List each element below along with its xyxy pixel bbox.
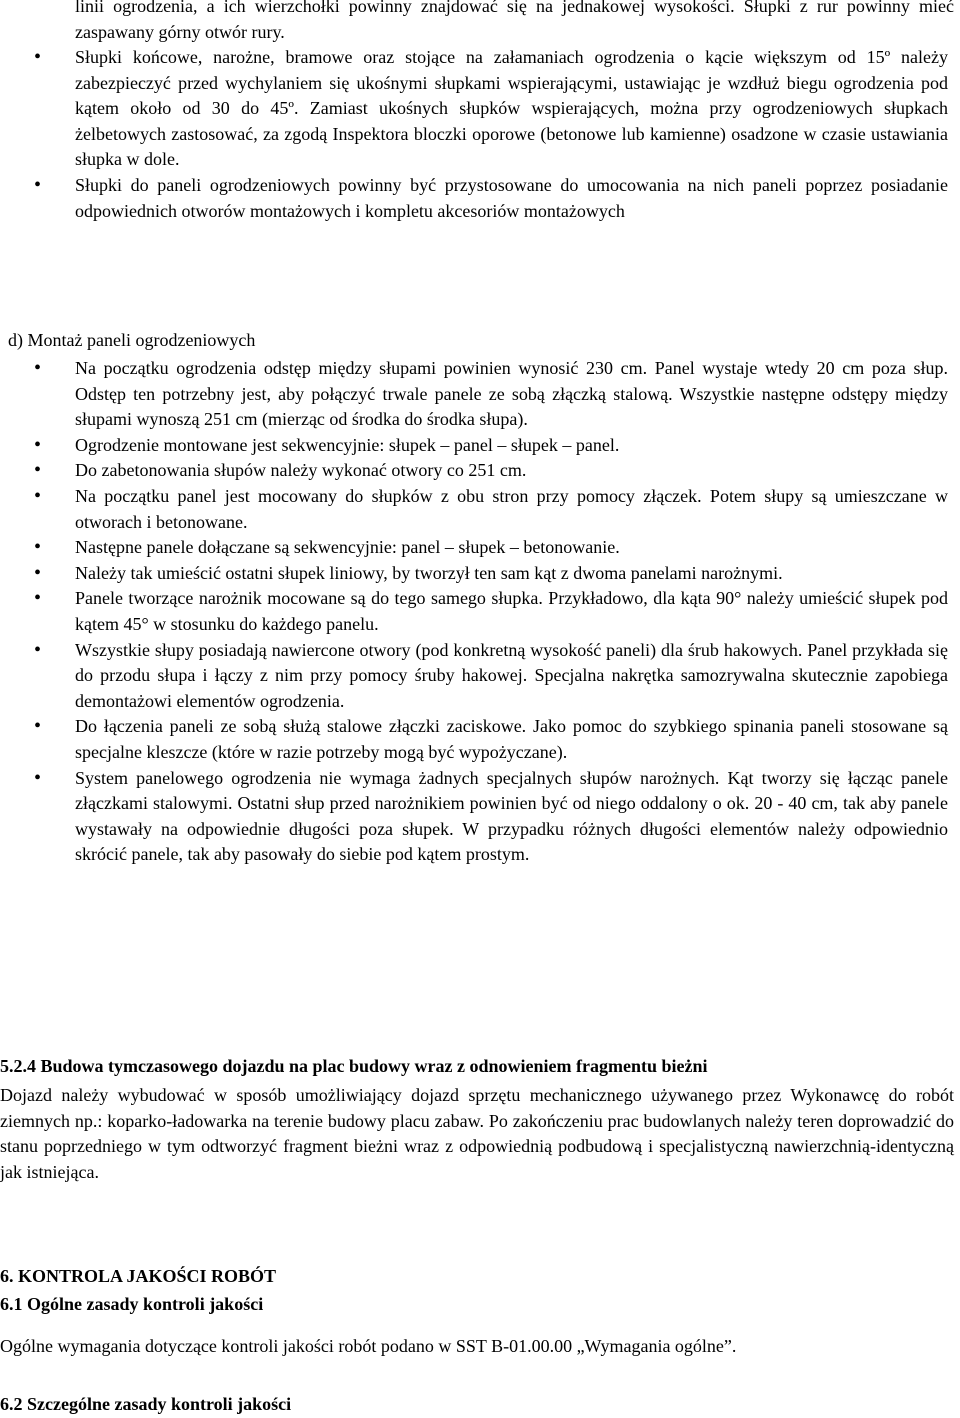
list-item: • Następne panele dołączane są sekwencyjnie: panel – słupek – betonowanie. bbox=[0, 535, 954, 561]
list-item: • Słupki do paneli ogrodzeniowych powinny być przystosowane do umocowania na nich paneli poprzez posiadanie odpowiednich otworów montażowych i kompletu akcesoriów montażowych bbox=[0, 173, 954, 224]
fence-posts-list bbox=[0, 45, 954, 224]
top-continuation-text: linii ogrodzenia, a ich wierzchołki powinny znajdować się na jednakowej wysokości. Słupki z rur powinny mieć zaspawany górny otwór rury. bbox=[75, 0, 954, 42]
list-item: • Na początku panel jest mocowany do słupków z obu stron przy pomocy złączek. Potem słupy są umieszczane w otworach i betonowane. bbox=[0, 484, 954, 535]
list-item: • Należy tak umieścić ostatni słupek liniowy, by tworzył ten sam kąt z dwoma panelami narożnymi. bbox=[0, 561, 954, 587]
section-524-title: 5.2.4 Budowa tymczasowego dojazdu na plac budowy wraz z odnowieniem fragmentu bieżni bbox=[0, 1056, 708, 1076]
top-continuation bbox=[0, 0, 960, 45]
list-item: • Wszystkie słupy posiadają nawiercone otwory (pod konkretną wysokość paneli) dla śrub hakowych. Panel przykłada się do przodu słupa i łączy z nim przy pomocy śruby hakowej. Specjalna nakrętka samozrywalna skutecznie zapobiega demontażowi elementów ogrodzenia. bbox=[0, 638, 954, 715]
list-item: • System panelowego ogrodzenia nie wymaga żadnych specjalnych słupów narożnych. Kąt tworzy się łącząc panele złączkami stalowymi. Ostatni słup przed narożnikiem powinien być od niego oddalony o ok. 20 - 40 cm, tak aby panele wystawały na odpowiednie długości poza słupek. W przypadku różnych długości elementów należy odpowiednio skrócić panele, tak aby pasowały do siebie pod kątem prostym. bbox=[0, 766, 954, 868]
list-item: • Ogrodzenie montowane jest sekwencyjnie: słupek – panel – słupek – panel. bbox=[0, 433, 954, 459]
section-61-paragraph: Ogólne wymagania dotyczące kontroli jakości robót podano w SST B-01.00.00 „Wymagania ogólne”. bbox=[0, 1336, 737, 1356]
section-d-title: d) Montaż paneli ogrodzeniowych bbox=[8, 330, 256, 350]
section-6-title: 6. KONTROLA JAKOŚCI ROBÓT bbox=[0, 1266, 277, 1286]
section-61-title: 6.1 Ogólne zasady kontroli jakości bbox=[0, 1294, 264, 1314]
section-524-heading bbox=[0, 1054, 954, 1080]
section-61-heading bbox=[0, 1292, 954, 1318]
section-62-title: 6.2 Szczególne zasady kontroli jakości bbox=[0, 1394, 292, 1414]
section-62-heading bbox=[0, 1392, 954, 1418]
list-item: • Na początku ogrodzenia odstęp między słupami powinien wynosić 230 cm. Panel wystaje wtedy 20 cm poza słup. Odstęp ten potrzebny jest, aby połączyć trwale panele ze sobą złączką stalową. Wszystkie następne odstępy między słupami wynoszą 251 cm (mierząc od środka do środka słupa). bbox=[0, 356, 954, 433]
section-d-heading bbox=[8, 328, 954, 354]
list-item: • Panele tworzące narożnik mocowane są do tego samego słupka. Przykładowo, dla kąta 90° należy umieścić słupek pod kątem 45° w stosunku do każdego panelu. bbox=[0, 586, 954, 637]
list-item: • Słupki końcowe, narożne, bramowe oraz stojące na załamaniach ogrodzenia o kącie większym od 15º należy zabezpieczyć przed wychylaniem się ukośnymi słupkami wspierającymi, ustawiając je wzdłuż biegu ogrodzenia pod kątem około od 30 do 45º. Zamiast ukośnych słupków wspierających, można przy ogrodzeniowych słupkach żelbetowych zastosować, za zgodą Inspektora bloczki oporowe (betonowe lub kamienne) osadzone w czasie ustawiania słupka w dole. bbox=[0, 45, 954, 173]
list-item: • Do zabetonowania słupów należy wykonać otwory co 251 cm. bbox=[0, 458, 954, 484]
section-61-body bbox=[0, 1334, 954, 1360]
section-6-heading bbox=[0, 1264, 954, 1290]
section-524-body bbox=[0, 1083, 954, 1185]
section-524-paragraph: Dojazd należy wybudować w sposób umożliwiający dojazd sprzętu mechanicznego używanego przez Wykonawcę do robót ziemnych np.: koparko-ładowarka na terenie budowy placu zabaw. Po zakończeniu prac budowlanych należy teren doprowadzić do stanu poprzedniego w tym odtworzyć fragment bieżni wraz z odpowiednią podbudową i specjalistyczną nawierzchnią-identyczną jak istniejąca. bbox=[0, 1085, 954, 1182]
list-item: • Do łączenia paneli ze sobą służą stalowe złączki zaciskowe. Jako pomoc do szybkiego spinania paneli stosowane są specjalne kleszcze (które w razie potrzeby mogą być wypożyczane). bbox=[0, 714, 954, 765]
panel-mounting-list bbox=[0, 356, 954, 868]
